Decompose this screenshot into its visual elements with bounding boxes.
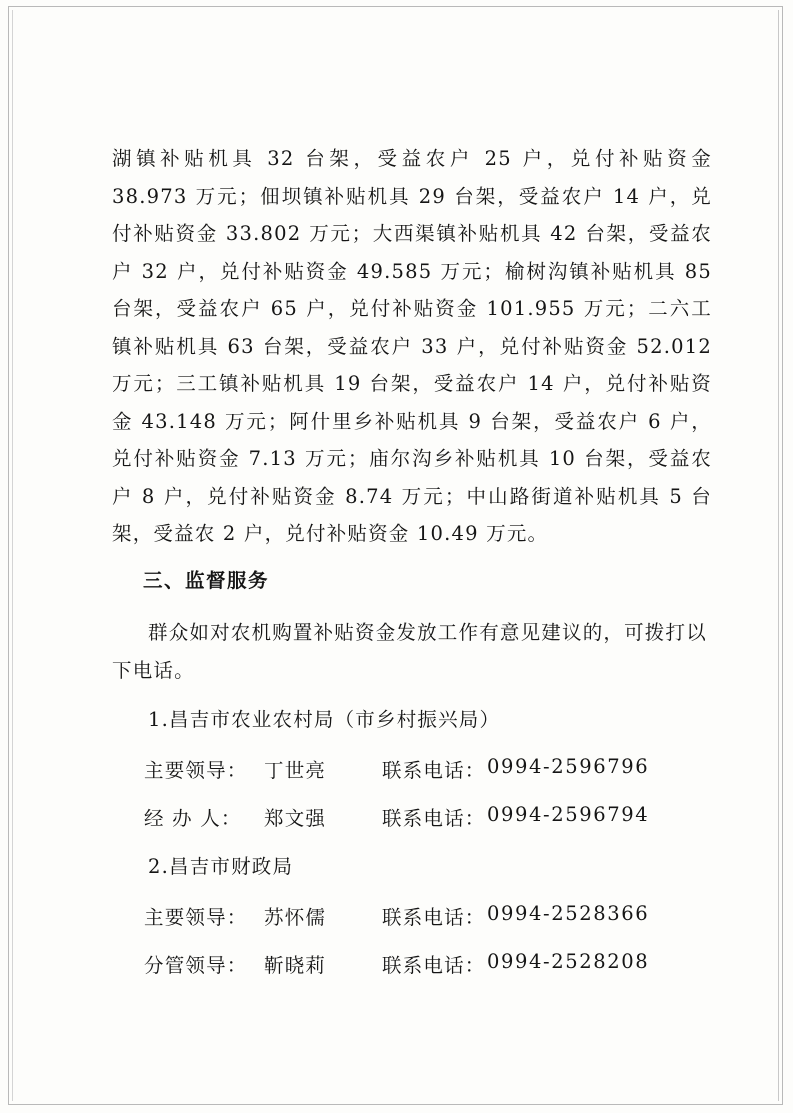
section-heading: 三、监督服务 bbox=[143, 569, 270, 592]
contact-role: 分管领导： bbox=[144, 954, 248, 977]
org-title-agriculture: 1.昌吉市农业农村局（市乡村振兴局） bbox=[148, 708, 501, 731]
intro-paragraph: 群众如对农机购置补贴资金发放工作有意见建议的，可拨打以下电话。 bbox=[112, 621, 707, 682]
contact-name: 靳晓莉 bbox=[264, 954, 327, 977]
subsidy-paragraph: 湖镇补贴机具 32 台架，受益农户 25 户，兑付补贴资金 38.973 万元；佃坝镇补贴机具 29 台架，受益农户 14 户，兑付补贴资金 33.802 万元；大西渠镇补贴机具 42 台架，受益农户 32 户，兑付补贴资金 49.585 万元；榆树沟镇补贴机具 85 台架，受益农户 65 户，兑付补贴资金 101.955 万元；二六工镇补贴机具 63 台架，受益农户 33 户，兑付补贴资金 52.012 万元；三工镇补贴机具 19 台架，受益农户 14 户，兑付补贴资金 43.148 万元；阿什里乡补贴机具 9 台架，受益农户 6 户，兑付补贴资金 7.13 万元；庙尔沟乡补贴机具 10 台架，受益农户 8 户，兑付补贴资金 8.74 万元；中山路街道补贴机具 5 台架，受益农 2 户，兑付补贴资金 10.49 万元。 bbox=[112, 147, 712, 545]
contact-phone-number: 0994-2528208 bbox=[487, 950, 650, 973]
contact-role: 主要领导： bbox=[144, 759, 248, 782]
contact-phone-number: 0994-2596796 bbox=[487, 755, 650, 778]
contact-row bbox=[144, 803, 650, 833]
contact-name: 苏怀儒 bbox=[264, 906, 327, 929]
contact-name: 郑文强 bbox=[264, 807, 327, 830]
contact-row bbox=[144, 950, 650, 980]
contact-name: 丁世亮 bbox=[264, 759, 327, 782]
org-title-finance: 2.昌吉市财政局 bbox=[148, 855, 294, 878]
contact-phone-label: 联系电话： bbox=[382, 954, 486, 977]
contact-phone-number: 0994-2596794 bbox=[487, 803, 650, 826]
contact-phone-label: 联系电话： bbox=[382, 759, 486, 782]
contact-row bbox=[144, 902, 650, 932]
body-section bbox=[112, 140, 712, 553]
contact-phone-label: 联系电话： bbox=[382, 906, 486, 929]
contact-role: 经 办 人： bbox=[144, 807, 242, 830]
contact-phone-number: 0994-2528366 bbox=[487, 902, 650, 925]
contact-role: 主要领导： bbox=[144, 906, 248, 929]
contact-row bbox=[144, 755, 650, 785]
contact-phone-label: 联系电话： bbox=[382, 807, 486, 830]
